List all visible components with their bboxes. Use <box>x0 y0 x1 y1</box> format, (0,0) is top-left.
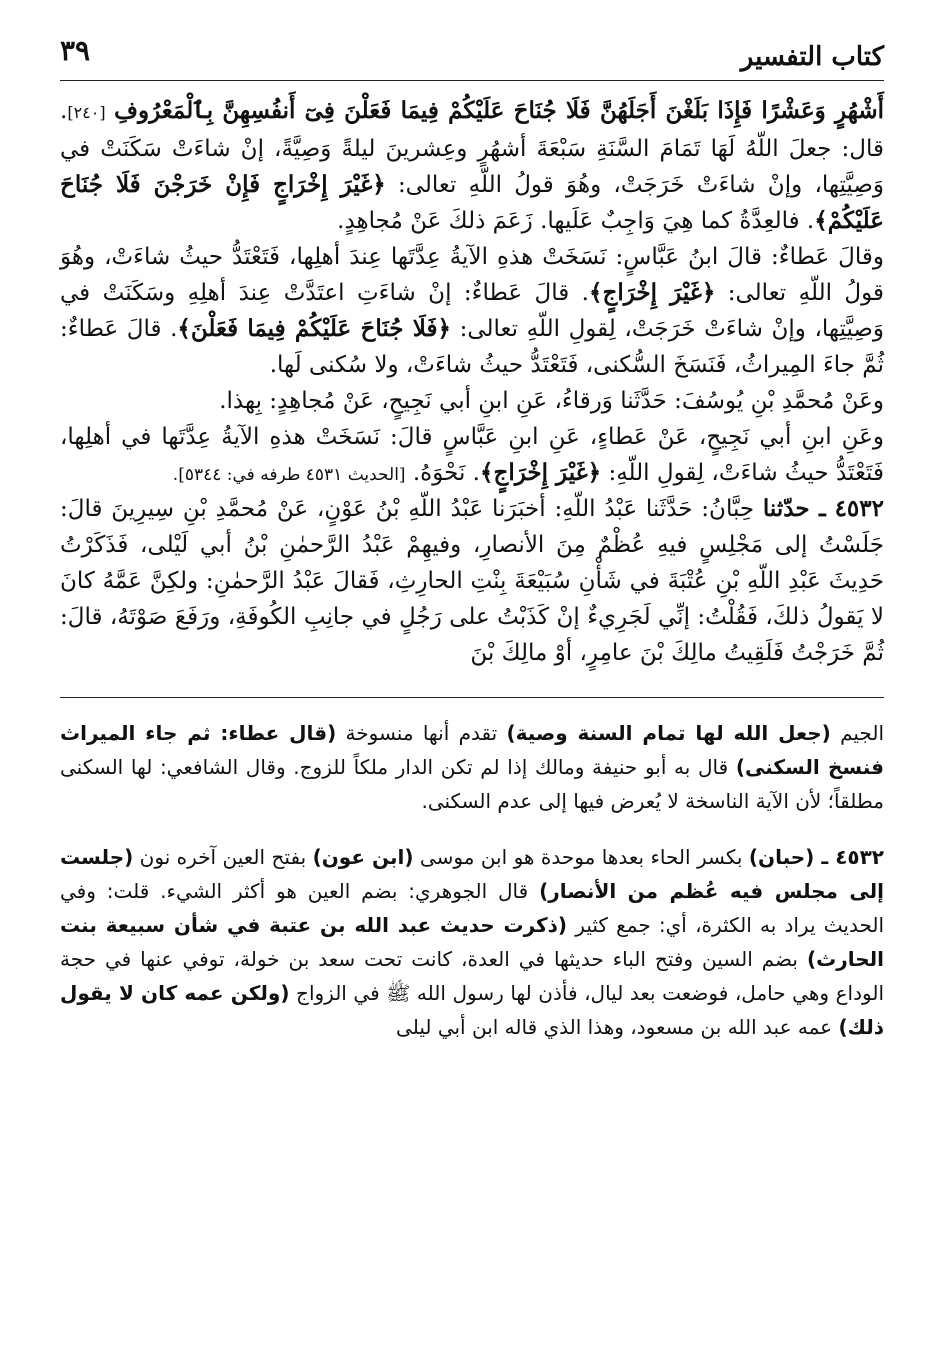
main-text-span: . نَحْوَهُ. <box>412 460 480 486</box>
commentary-text: بضم السين وفتح الباء حديثها في العدة، كانت تحت سعد بن خولة، توفي عنها في حجة الوداع وهي حامل، فوضعت بعد ليال، فأذن لها رسول الله ﷺ في الزواج <box>60 947 884 1005</box>
main-text <box>60 93 884 671</box>
main-text-span: . قالَ عَطاءٌ: ثُمَّ جاءَ المِيراثُ، فَنَسَخَ السُّكنى، فَتَعْتَدُّ حيثُ شاءَتْ، ولا سُكنى لَها. <box>60 316 884 378</box>
quran-verse: أَشْهُرٍ وَعَشْرًا فَإِذَا بَلَغْنَ أَجَلَهُنَّ فَلَا جُنَاحَ عَلَيْكُمْ فِيمَا فَعَلْنَ فِىٓ أَنفُسِهِنَّ بِٱلْمَعْرُوفِ <box>114 97 884 124</box>
commentary <box>60 716 884 1044</box>
main-text-span: . فالعِدَّةُ كما هِيَ وَاجِبٌ عَلَيها. زَعَمَ ذلكَ عَنْ مُجاهِدٍ. <box>337 208 815 234</box>
main-paragraph <box>60 239 884 383</box>
main-text-span: وقالَ عَطاءٌ: قالَ ابنُ عَبَّاسٍ: نَسَخَتْ هذهِ الآيةُ عِدَّتَها عِندَ أهلِها، فَتَعْتَدُّ حيثُ شاءَتْ، وهُوَ قولُ اللّهِ تعالى: <box>60 244 885 306</box>
commentary-quote: (ذكرت حديث عبد الله بن عتبة في شأن سبيعة بنت الحارث) <box>60 913 884 971</box>
quran-verse: ﴿غَيْرَ إِخْرَاجٍ فَإِنْ خَرَجْنَ فَلَا جُنَاحَ عَلَيْكُمْ﴾ <box>60 171 884 234</box>
quran-verse: ﴿غَيْرَ إِخْرَاجٍ﴾ <box>480 459 602 486</box>
hadith-number: ٤٥٣٢ <box>834 495 884 522</box>
commentary-text: قال الجوهري: بضم العين هو أكثر الشيء. قلت: وفي الحديث يراد به الكثرة، أي: جمع كثير <box>60 879 885 937</box>
page <box>60 30 884 1066</box>
main-text-span: وعَنِ ابنِ أبي نَجِيحٍ، عَنْ عَطاءٍ، عَنِ ابنِ عَبَّاسٍ قالَ: نَسَخَتْ هذهِ الآيةُ عِدَّتَها في أهلِها، فَتَعْتَدُّ حيثُ شاءَتْ، لِقولِ اللّهِ: <box>60 424 884 486</box>
main-text-span: حِبَّانُ: حَدَّثَنا عَبْدُ اللّهِ: أخبَرَنا عَبْدُ اللّهِ بْنُ عَوْنٍ، عَنْ مُحمَّدِ بْنِ سِيرِينَ قالَ: جَلَسْتُ إلى مَجْلِسٍ فيهِ عُظْمٌ مِنَ الأنصارِ، وفيهِمْ عَبْدُ الرَّحمٰنِ بْنُ أبي لَيْلى، فَذَكَرْتُ حَدِيثَ عَبْدِ اللّهِ بْنِ عُتْبَةَ في شَأْنِ سُبَيْعَةَ بِنْتِ الحارِثِ، فَقالَ عَبْدُ الرَّحمٰنِ: ولكِنَّ عَمَّهُ كانَ لا يَقولُ ذلكَ، فَقُلْتُ: إنِّي لَجَرِيءٌ إنْ كَذَبْتُ على رَجُلٍ في جانِبِ الكُوفَةِ، ورَفَعَ صَوْتَهُ، قالَ: ثُمَّ خَرَجْتُ فَلَقِيتُ مالِكَ بْنَ عامِرٍ، أوْ مالِكَ بْنَ <box>60 496 884 666</box>
main-text-span: . قالَ عَطاءٌ: إنْ شاءَتِ اعتَدَّتْ عِندَ أهلِهِ وسَكَنَتْ في وَصِيَّتِها، وإنْ شاءَتْ خَرَجَتْ، لِقولِ اللّهِ تعالى: <box>60 280 885 342</box>
commentary-quote: (ابن عون) <box>312 845 414 869</box>
commentary-quote: (جلست إلى مجلس فيه عُظم من الأنصار) <box>60 845 884 903</box>
page-number: ٣٩ <box>60 34 91 67</box>
main-text-span: . قال: جعلَ اللّهُ لَهَا تَمَامَ السَّنَةِ سَبْعَةَ أشهُرٍ وعِشرينَ ليلةً وَصِيَّةً، إنْ شاءَتْ سَكَنَتْ في وَصِيَّتِها، وإنْ شاءَتْ خَرَجَتْ، وهُوَ قولُ اللّهِ تعالى: <box>60 98 885 198</box>
main-paragraph <box>60 491 884 671</box>
hadith-cross-reference: [الحديث ٤٥٣١ طرفه في: ٥٣٤٤]. <box>172 465 406 485</box>
commentary-quote: (جعل الله لها تمام السنة وصية) <box>506 721 831 745</box>
commentary-hadith-number: ٤٥٣٢ <box>835 845 885 869</box>
quran-verse: ﴿غَيْرَ إِخْرَاجٍ﴾ <box>589 279 716 306</box>
commentary-paragraph <box>60 840 884 1044</box>
commentary-text: بكسر الحاء بعدها موحدة هو ابن موسى <box>413 845 749 869</box>
commentary-quote: ـ (حبان) <box>748 845 836 869</box>
main-paragraph <box>60 419 884 491</box>
haddathana-label: ـ حدّثنا <box>762 495 826 522</box>
commentary-text: الجيم <box>830 721 884 745</box>
quran-verse: ﴿فَلَا جُنَاحَ عَلَيْكُمْ فِيمَا فَعَلْنَ﴾ <box>177 315 451 342</box>
commentary-text: قال به أبو حنيفة ومالك إذا لم تكن الدار ملكاً للزوج. وقال الشافعي: لها السكنى مطلقاً؛ لأن الآية الناسخة لا يُعرض فيها إلى عدم السكنى. <box>60 755 884 813</box>
footnote-divider <box>60 697 884 698</box>
commentary-text: عمه عبد الله بن مسعود، وهذا الذي قاله ابن أبي ليلى <box>396 1015 839 1039</box>
main-paragraph: وعَنْ مُحمَّدِ بْنِ يُوسُفَ: حَدَّثَنا وَرقاءُ، عَنِ ابنِ أبي نَجِيحٍ، عَنْ مُجاهِدٍ: بِهذا. <box>219 388 884 414</box>
verse-reference: [٢٤٠] <box>67 103 106 122</box>
commentary-text: تقدم أنها منسوخة <box>336 721 507 745</box>
commentary-quote: (قال عطاء: ثم جاء الميراث فنسخ السكنى) <box>60 721 884 779</box>
book-title: كتاب التفسير <box>740 42 884 72</box>
commentary-paragraph <box>60 716 884 818</box>
commentary-quote: (ولكن عمه كان لا يقول ذلك) <box>60 981 884 1039</box>
page-header <box>60 30 884 81</box>
main-paragraph <box>60 93 884 239</box>
commentary-text: بفتح العين آخره نون <box>133 845 313 869</box>
